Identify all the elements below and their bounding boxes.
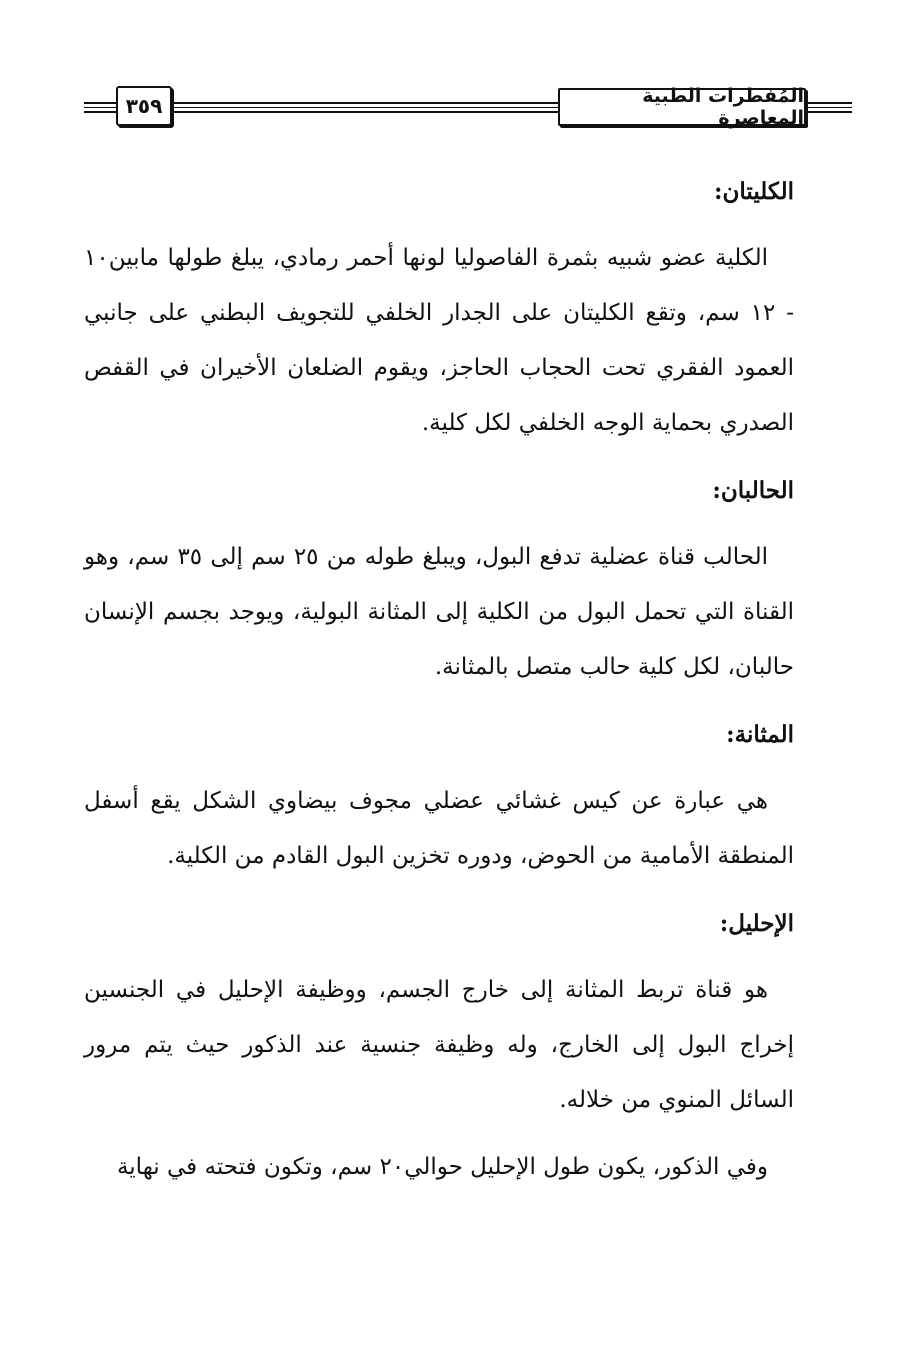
- page-header: [84, 80, 852, 136]
- paragraph-bladder: هي عبارة عن كيس غشائي عضلي مجوف بيضاوي الشكل يقع أسفل المنطقة الأمامية من الحوض، ودوره تخزين البول القادم من الكلية.: [84, 788, 794, 869]
- paragraph-ureters: الحالب قناة عضلية تدفع البول، ويبلغ طوله من ٢٥ سم إلى ٣٥ سم، وهو القناة التي تحمل البول من الكلية إلى المثانة البولية، ويوجد بجسم الإنسان حالبان، لكل كلية حالب متصل بالمثانة.: [84, 544, 794, 680]
- paragraph-urethra-males: وفي الذكور، يكون طول الإحليل حوالي٢٠ سم، وتكون فتحته في نهاية: [116, 1154, 768, 1180]
- page-body: [84, 164, 794, 1207]
- paragraph-kidneys: الكلية عضو شبيه بثمرة الفاصوليا لونها أحمر رمادي، يبلغ طولها مابين١٠ - ١٢ سم، وتقع الكليتان على الجدار الخلفي للتجويف البطني على جانبي العمود الفقري تحت الحجاب الحاجز، ويقوم الضلعان الأخيران في القفص الصدري بحماية الوجه الخلفي لكل كلية.: [84, 245, 794, 436]
- section-heading-urethra: الإحليل:: [719, 910, 794, 937]
- page-number: ٣٥٩: [116, 86, 172, 126]
- running-title: المُفطرات الطبية المعاصرة: [558, 88, 806, 126]
- section-heading-ureters: الحالبان:: [712, 477, 794, 504]
- section-heading-kidneys: الكليتان:: [714, 178, 794, 205]
- section-heading-bladder: المثانة:: [726, 721, 794, 748]
- paragraph-urethra: هو قناة تربط المثانة إلى خارج الجسم، ووظيفة الإحليل في الجنسين إخراج البول إلى الخارج، وله وظيفة جنسية عند الذكور حيث يتم مرور السائل المنوي من خلاله.: [84, 977, 794, 1113]
